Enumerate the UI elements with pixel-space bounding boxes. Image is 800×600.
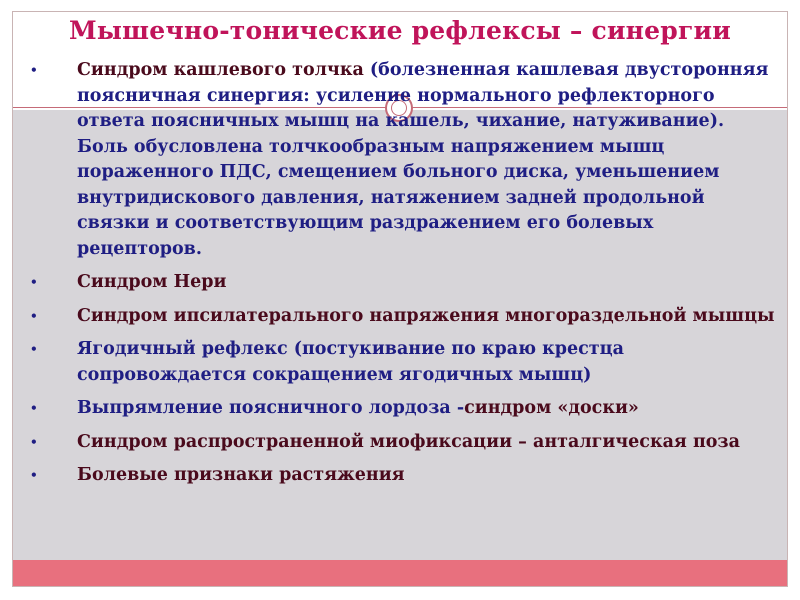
bullet-icon: • (30, 434, 38, 449)
item-text: (болезненная кашлевая двусторонняя поясничная синергия: усиление нормального рефлекторного ответа поясничных мышц на кашель, чихание, натуживание). Боль обусловлена толчкообразным напряжением мышц пораженного ПДС, смещением больного диска, уменьшением внутридискового давления, натяжением задней продольной связки и соответствующим раздражением его болевых рецепторов. (77, 60, 769, 259)
bullet-icon: • (30, 342, 38, 356)
item-tail-text: синдром «доски» (464, 398, 639, 418)
item-text: Синдром ипсилатерального напряжения многораздельной мышцы (77, 305, 775, 326)
bullet-icon: • (30, 63, 38, 77)
footer-pink-band (13, 560, 787, 586)
item-text: Ягодичный рефлекс (постукивание по краю крестца сопровождается сокращением ягодичных мышц) (77, 339, 624, 385)
bullet-icon: • (30, 401, 38, 415)
list-item-neri-syndrome (28, 270, 780, 296)
list-item-stretch-signs (28, 463, 780, 489)
item-text: Выпрямление поясничного лордоза - (77, 398, 465, 418)
bullet-list (28, 58, 780, 497)
slide-title: Мышечно-тонические рефлексы – синергии (69, 16, 731, 45)
bullet-icon: • (30, 275, 38, 289)
bullet-icon: • (30, 468, 38, 482)
item-lead-text: Синдром кашлевого толчка (77, 60, 364, 80)
list-item-myofixation (28, 430, 780, 456)
item-text: Синдром Нери (77, 272, 227, 292)
list-item-ipsilateral-tension (28, 304, 780, 330)
list-item-cough-syndrome (28, 58, 780, 262)
bullet-icon: • (30, 308, 38, 323)
item-text: Синдром распространенной миофиксации – анталгическая поза (77, 431, 740, 452)
list-item-gluteal-reflex (28, 337, 780, 388)
item-text: Болевые признаки растяжения (77, 465, 405, 485)
list-item-lordosis-straightening (28, 396, 780, 422)
